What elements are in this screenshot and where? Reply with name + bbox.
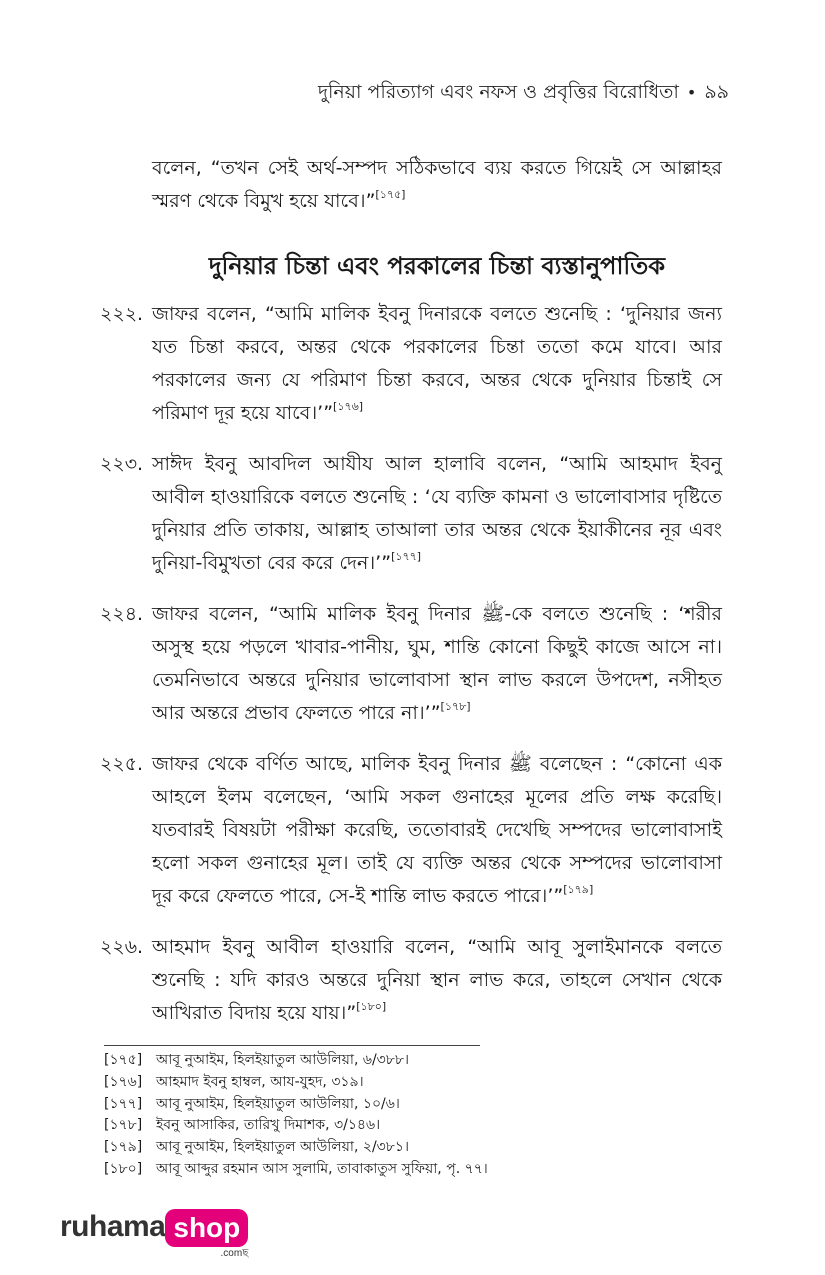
intro-text: বলেন, “তখন সেই অর্থ-সম্পদ সঠিকভাবে ব্যয় করতে গিয়েই সে আল্লাহর স্মরণ থেকে বিমুখ হয়ে যাবে।” bbox=[152, 157, 722, 212]
footnote-text: আহমাদ ইবনু হাম্বল, আয-যুহদ, ৩১৯। bbox=[156, 1073, 364, 1090]
entry-text: জাফর বলেন, “আমি মালিক ইবনু দিনারকে বলতে শুনেছি : ‘দুনিয়ার জন্য যত চিন্তা করবে, অন্তর থেকে পরকালের চিন্তা ততো কমে যাবে। আর পরকালের জন্য যে পরিমাণ চিন্তা করবে, অন্তর থেকে দুনিয়ার চিন্তাই সে পরিমাণ দূর হয়ে যাবে।’” bbox=[152, 303, 722, 424]
hadith-entry-226 bbox=[100, 931, 722, 1030]
footnote-text: আবূ আব্দুর রহমান আস সুলামি, তাবাকাতুস সুফিয়া, পৃ. ৭৭। bbox=[156, 1160, 488, 1177]
footnote-ref[interactable]: [১৭৫] bbox=[375, 188, 406, 201]
footnote-number: [১৭৯] bbox=[104, 1139, 143, 1156]
entry-text: জাফর বলেন, “আমি মালিক ইবনু দিনার ﷺ-কে বলতে শুনেছি : ‘শরীর অসুস্থ হয়ে পড়লে খাবার-পানীয়, ঘুম, শান্তি কোনো কিছুই কাজে আসে না। তেমনিভাবে অন্তরে দুনিয়ার ভালোবাসা স্থান লাভ করলে উপদেশ, নসীহত আর অন্তরে প্রভাব ফেলতে পারে না।’” bbox=[152, 603, 722, 724]
ruhama-shop-logo[interactable] bbox=[60, 1207, 248, 1260]
bullet-separator: • bbox=[686, 83, 697, 102]
footnote-item bbox=[104, 1050, 664, 1072]
hadith-entry-225 bbox=[100, 748, 722, 913]
footnote-number: [১৭৮] bbox=[104, 1117, 143, 1134]
logo-wordmark: ruhama bbox=[60, 1210, 166, 1243]
footnote-number: [১৭৬] bbox=[104, 1073, 143, 1090]
footnote-ref[interactable]: [১৭৬] bbox=[333, 400, 364, 413]
entry-text: জাফর থেকে বর্ণিত আছে, মালিক ইবনু দিনার ﷺ বলেছেন : “কোনো এক আহলে ইলম বলেছেন, ‘আমি সকল গুনাহের মূলের প্রতি লক্ষ করেছি। যতবারই বিষয়টা পরীক্ষা করেছি, ততোবারই দেখেছি সম্পদের ভালোবাসাই হলো সকল গুনাহের মূল। তাই যে ব্যক্তি অন্তর থেকে সম্পদের ভালোবাসা দূর করে ফেলতে পারে, সে-ই শান্তি লাভ করতে পারে।’” bbox=[152, 753, 722, 907]
hadith-entry-222 bbox=[100, 298, 722, 430]
page-body bbox=[100, 152, 722, 1048]
footnote-item bbox=[104, 1094, 664, 1116]
footnote-number: [১৭৭] bbox=[104, 1095, 143, 1112]
page-number: ৯৯ bbox=[704, 81, 729, 103]
entry-text: আহমাদ ইবনু আবীল হাওয়ারি বলেন, “আমি আবূ সুলাইমানকে বলতে শুনেছি : যদি কারও অন্তরে দুনিয়া স্থান লাভ করে, তাহলে সেখান থেকে আখিরাত বিদায় হয়ে যায়।” bbox=[152, 936, 722, 1024]
footnote-text: আবূ নুআইম, হিলইয়াতুল আউলিয়া, ৬/৩৮৮। bbox=[156, 1052, 409, 1068]
logo-domain: .comছ bbox=[220, 1248, 249, 1259]
footnote-item bbox=[104, 1115, 664, 1137]
footnote-text: ইবনু আসাকির, তারিখু দিমাশক, ৩/১৪৬। bbox=[156, 1117, 381, 1134]
footnotes-list bbox=[104, 1050, 664, 1181]
running-header bbox=[318, 78, 729, 110]
footnote-ref[interactable]: [১৭৮] bbox=[440, 700, 471, 713]
running-header-title: দুনিয়া পরিত্যাগ এবং নফস ও প্রবৃত্তির বিরোধিতা bbox=[318, 81, 679, 103]
footnote-item bbox=[104, 1072, 664, 1094]
entry-number: ২২৫. bbox=[100, 753, 144, 775]
section-heading: দুনিয়ার চিন্তা এবং পরকালের চিন্তা ব্যস্তানুপাতিক bbox=[208, 252, 666, 280]
footnote-text: আবূ নুআইম, হিলইয়াতুল আউলিয়া, ২/৩৮১। bbox=[156, 1139, 409, 1156]
footnote-item bbox=[104, 1159, 664, 1181]
footnote-ref[interactable]: [১৭৭] bbox=[391, 550, 422, 563]
footnote-number: [১৭৫] bbox=[104, 1052, 143, 1068]
hadith-entry-223 bbox=[100, 448, 722, 580]
footnote-ref[interactable]: [১৭৯] bbox=[563, 883, 594, 896]
entry-number: ২২৪. bbox=[100, 603, 144, 625]
entry-number: ২২৬. bbox=[100, 936, 144, 958]
logo-shop-text: shop bbox=[165, 1209, 248, 1247]
footnote-number: [১৮০] bbox=[104, 1160, 143, 1177]
footnote-ref[interactable]: [১৮০] bbox=[356, 1000, 387, 1013]
footnote-item bbox=[104, 1137, 664, 1159]
entry-number: ২২৩. bbox=[100, 453, 144, 475]
footnote-text: আবূ নুআইম, হিলইয়াতুল আউলিয়া, ১০/৬। bbox=[156, 1095, 400, 1112]
hadith-entry-224 bbox=[100, 598, 722, 730]
logo-shop-badge bbox=[165, 1207, 248, 1260]
footnote-divider bbox=[104, 1045, 480, 1046]
entry-text: সাঈদ ইবনু আবদিল আযীয আল হালাবি বলেন, “আমি আহমাদ ইবনু আবীল হাওয়ারিকে বলতে শুনেছি : ‘যে ব্যক্তি কামনা ও ভালোবাসার দৃষ্টিতে দুনিয়ার প্রতি তাকায়, আল্লাহ তাআলা তার অন্তর থেকে ইয়াকীনের নূর এবং দুনিয়া-বিমুখতা বের করে দেন।’” bbox=[152, 453, 722, 574]
intro-paragraph bbox=[152, 152, 722, 218]
entry-number: ২২২. bbox=[100, 303, 144, 325]
